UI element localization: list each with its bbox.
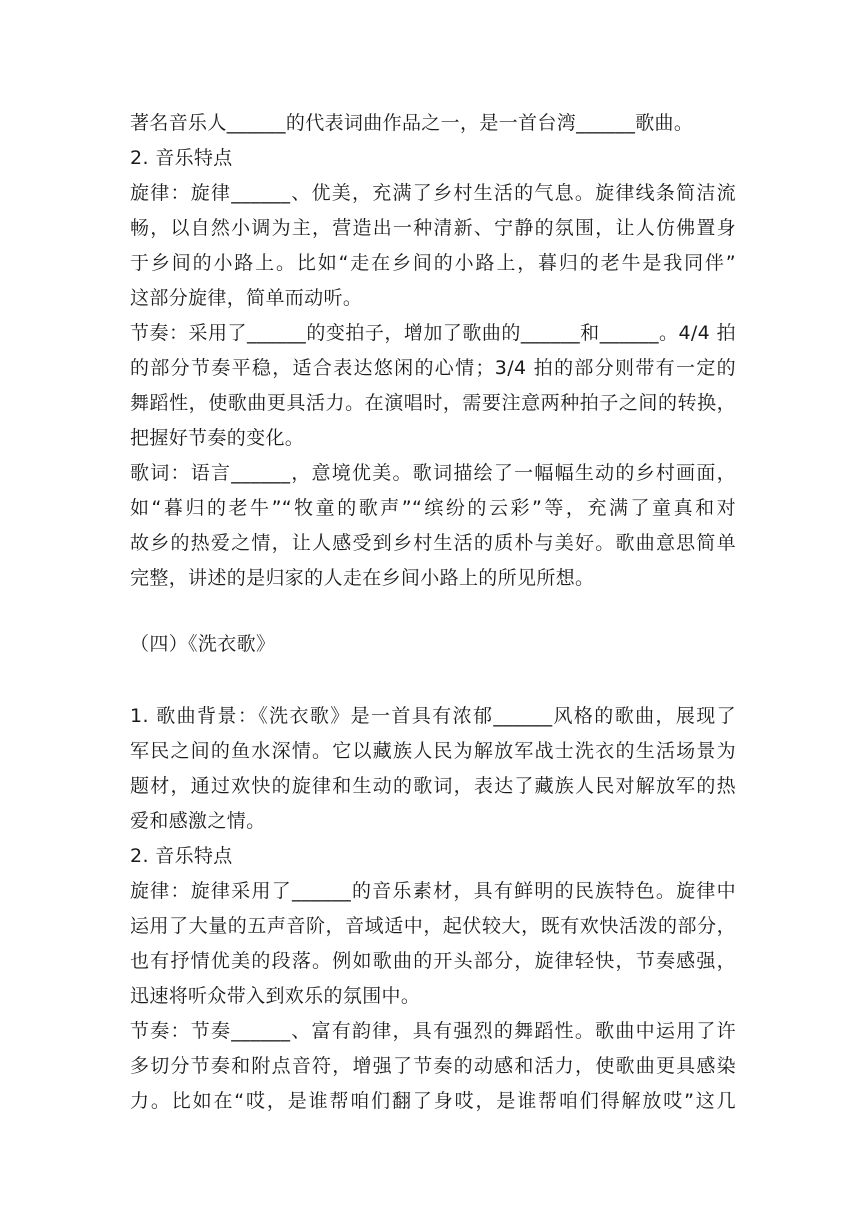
text-line: 也有抒情优美的段落。例如歌曲的开头部分，旋律轻快，节奏感强， [130,950,736,972]
text-line: 运用了大量的五声音阶，音域适中，起伏较大，既有欢快活泼的部分， [130,915,736,937]
text-line: 旋律：旋律______、优美，充满了乡村生活的气息。旋律线条简洁流 [130,182,736,204]
text-line: 这部分旋律，简单而动听。 [130,287,363,309]
text-line: 节奏：采用了______的变拍子，增加了歌曲的______和______。4/4 拍 [130,322,736,344]
text-line: 畅，以自然小调为主，营造出一种清新、宁静的氛围，让人仿佛置身 [130,217,736,239]
text-line: 题材，通过欢快的旋律和生动的歌词，表达了藏族人民对解放军的热 [130,775,736,797]
text-line: 著名音乐人______的代表词曲作品之一，是一首台湾______歌曲。 [130,112,694,134]
text-line: 舞蹈性，使歌曲更具活力。在演唱时，需要注意两种拍子之间的转换， [130,392,736,414]
text-line: 歌词：语言______，意境优美。歌词描绘了一幅幅生动的乡村画面， [130,462,736,484]
text-line: 军民之间的鱼水深情。它以藏族人民为解放军战士洗衣的生活场景为 [130,740,736,762]
text-line: 旋律：旋律采用了______的音乐素材，具有鲜明的民族特色。旋律中 [130,880,736,902]
text-line: 如“暮归的老牛”“牧童的歌声”“缤纷的云彩”等，充满了童真和对 [130,497,736,519]
text-line: 故乡的热爱之情，让人感受到乡村生活的质朴与美好。歌曲意思简单 [130,532,736,554]
text-line: 于乡间的小路上。比如“走在乡间的小路上，暮归的老牛是我同伴” [130,252,736,274]
section-title: （四）《洗衣歌》 [130,633,276,655]
text-line: 迅速将听众带入到欢乐的氛围中。 [130,985,421,1007]
text-line: 节奏：节奏______、富有韵律，具有强烈的舞蹈性。歌曲中运用了许 [130,1020,736,1042]
text-line: 多切分节奏和附点音符，增强了节奏的动感和活力，使歌曲更具感染 [130,1055,736,1077]
text-line: 完整，讲述的是归家的人走在乡间小路上的所见所想。 [130,567,595,589]
section-heading: 2. 音乐特点 [130,147,233,169]
text-line: 爱和感激之情。 [130,810,266,832]
section-heading: 2. 音乐特点 [130,845,233,867]
text-line: 1. 歌曲背景：《洗衣歌》是一首具有浓郁______风格的歌曲，展现了 [130,705,736,727]
text-line: 的部分节奏平稳，适合表达悠闲的心情；3/4 拍的部分则带有一定的 [130,357,736,379]
text-line: 力。比如在“哎，是谁帮咱们翻了身哎，是谁帮咱们得解放哎”这几 [130,1090,736,1112]
text-line: 把握好节奏的变化。 [130,427,305,449]
